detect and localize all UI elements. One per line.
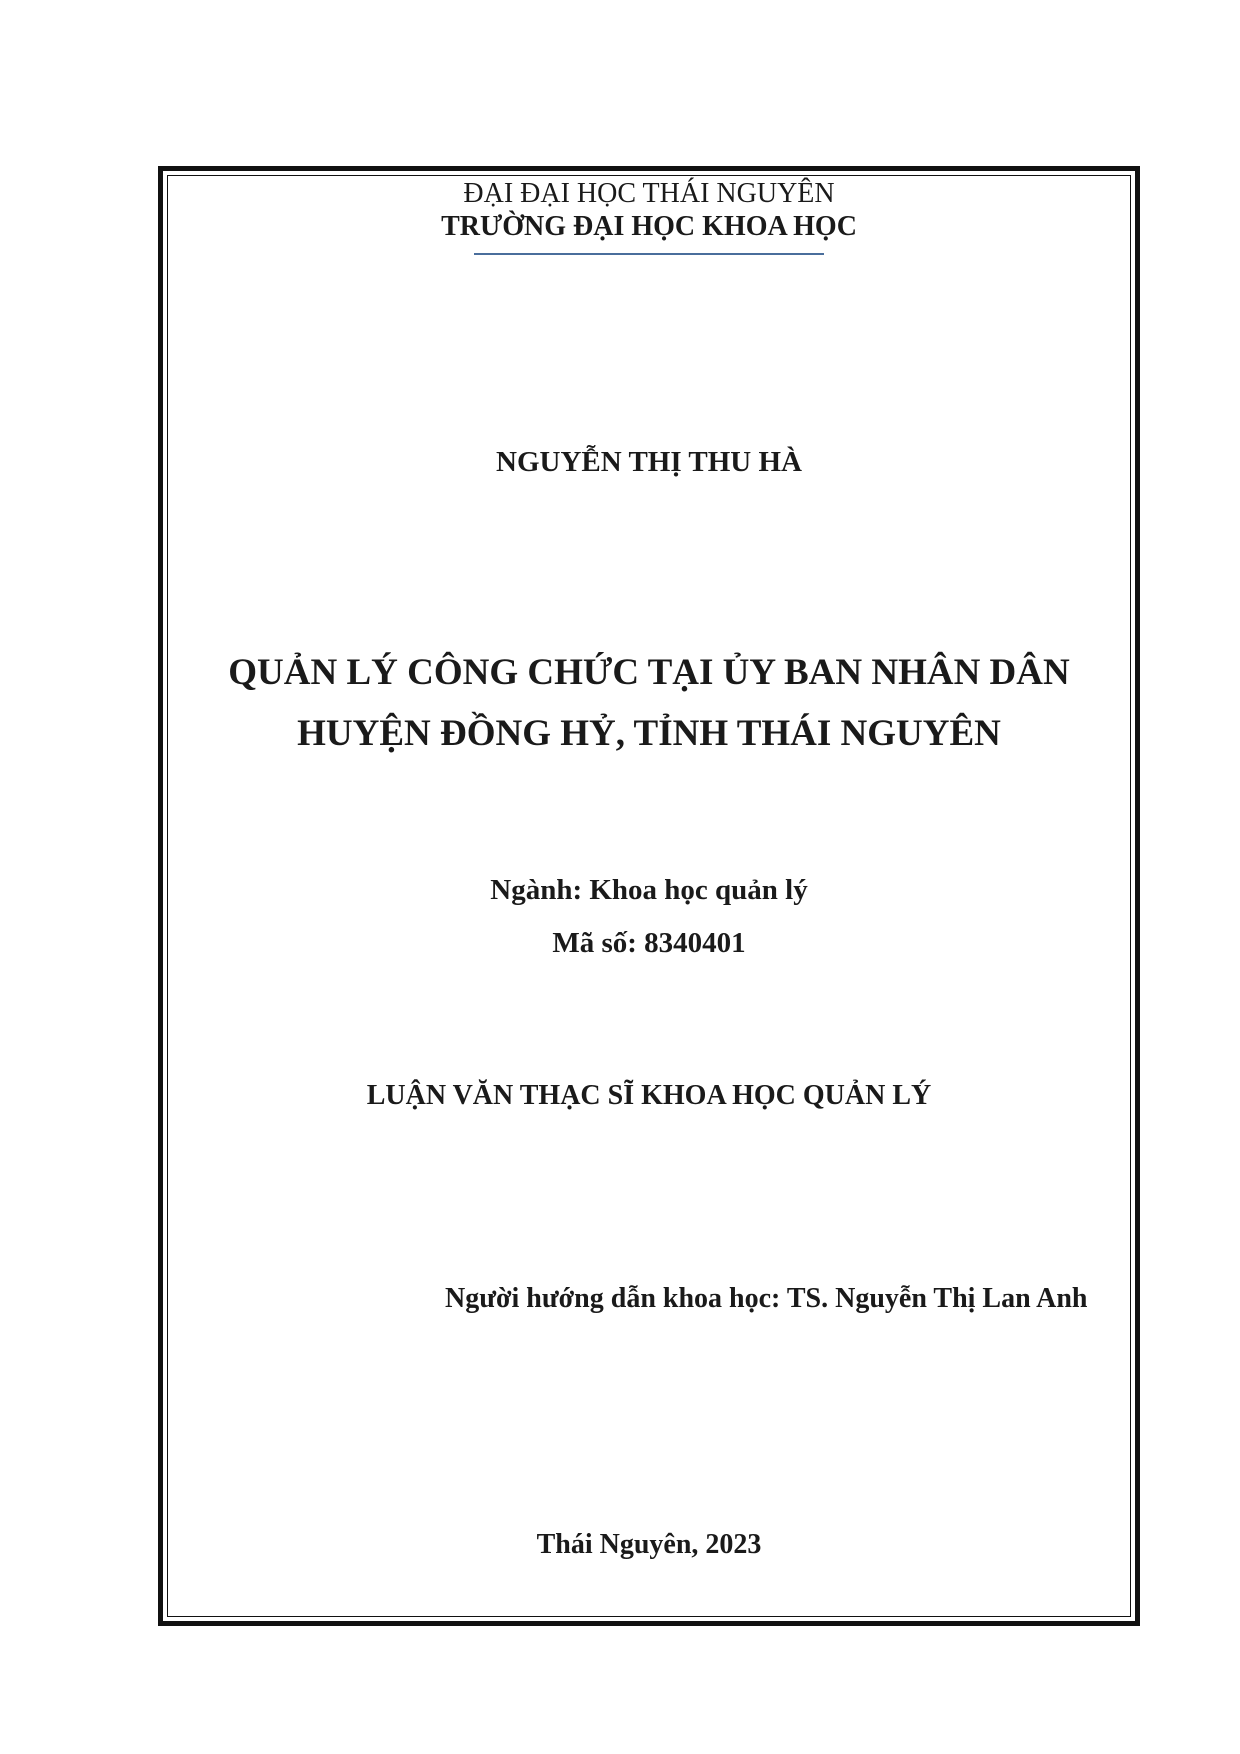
major-code: Mã số: 8340401: [552, 927, 746, 959]
thesis-title-line-2: HUYỆN ĐỒNG HỶ, TỈNH THÁI NGUYÊN: [297, 713, 1001, 754]
school-name: TRƯỜNG ĐẠI HỌC KHOA HỌC: [441, 211, 857, 242]
header-divider: [474, 253, 824, 255]
supervisor: Người hướng dẫn khoa học: TS. Nguyễn Thị Lan Anh: [445, 1283, 1088, 1314]
university-name: ĐẠI ĐẠI HỌC THÁI NGUYÊN: [463, 178, 835, 209]
thesis-title-line-1: QUẢN LÝ CÔNG CHỨC TẠI ỦY BAN NHÂN DÂN: [228, 652, 1070, 693]
place-year: Thái Nguyên, 2023: [536, 1529, 762, 1560]
thesis-type: LUẬN VĂN THẠC SĨ KHOA HỌC QUẢN LÝ: [366, 1080, 932, 1111]
major-label: Ngành: Khoa học quản lý: [490, 874, 808, 906]
author-name: NGUYỄN THỊ THU HÀ: [496, 446, 802, 478]
